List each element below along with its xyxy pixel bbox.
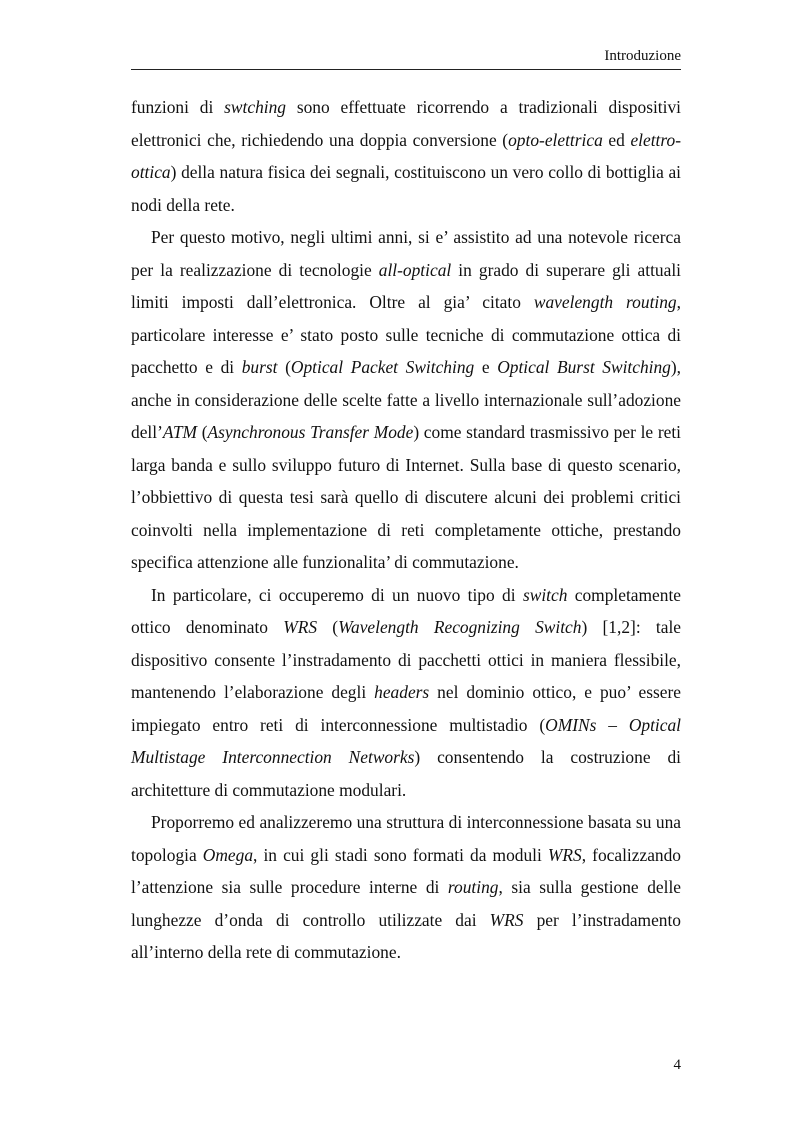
text-segment: funzioni di xyxy=(131,97,225,117)
text-segment: ) [1,2]: tale dispositivo consente l’instradamento di pacchetti ottici in maniera flessibile, mantenendo l’elaborazione degli xyxy=(131,617,682,702)
italic-term: WRS xyxy=(489,909,524,930)
italic-term: WRS xyxy=(283,617,318,637)
text-segment: ed xyxy=(602,129,631,150)
italic-term: Wavelength Recognizing Switch xyxy=(338,617,582,637)
text-segment: e xyxy=(474,357,498,377)
running-header xyxy=(131,47,681,70)
text-segment: ( xyxy=(277,357,291,377)
text-segment: ), anche in considerazione delle scelte fatte a livello internazionale sull’adozione dell’ xyxy=(131,357,682,442)
text-segment: ) della natura fisica dei segnali, costituiscono un vero collo di bottiglia ai nodi della rete. xyxy=(131,162,681,215)
header-title: Introduzione xyxy=(604,48,681,64)
italic-term: WRS xyxy=(547,844,582,865)
paragraph-4 xyxy=(131,806,681,969)
text-segment: nel dominio ottico, e puo’ essere impiegato entro reti di interconnessione multistadio ( xyxy=(131,682,681,735)
text-segment: completamente ottico denominato xyxy=(131,584,681,637)
italic-term: OMINs – Optical Multistage Interconnection Networks xyxy=(131,714,681,767)
italic-term: all-optical xyxy=(378,259,452,280)
italic-term: swtching xyxy=(224,97,286,117)
text-segment: , sia sulla gestione delle lunghezze d’onda di controllo utilizzate dai xyxy=(131,877,681,930)
italic-term: elettro-ottica xyxy=(131,129,681,182)
italic-term: Asynchronous Transfer Mode xyxy=(207,422,414,442)
paragraph-3 xyxy=(131,579,681,807)
text-segment: , in cui gli stadi sono formati da moduli xyxy=(253,844,548,865)
page-number: 4 xyxy=(673,1057,681,1073)
italic-term: Optical Burst Switching xyxy=(497,357,671,377)
italic-term: burst xyxy=(241,357,278,377)
paragraph-1 xyxy=(131,91,681,221)
text-segment: Proporremo ed analizzeremo una struttura di interconnessione basata su una topologia xyxy=(131,812,681,865)
body-text xyxy=(131,91,681,969)
text-segment: sono effettuate ricorrendo a tradizionali dispositivi elettronici che, richiedendo una doppia conversione ( xyxy=(131,97,681,150)
text-segment: , particolare interesse e’ stato posto sulle tecniche di commutazione ottica di pacchetto e di xyxy=(131,292,681,377)
text-segment: Per questo motivo, negli ultimi anni, si e’ assistito ad una notevole ricerca per la realizzazione di tecnologie xyxy=(131,227,681,280)
text-segment: ( xyxy=(317,617,339,637)
text-segment: in grado di superare gli attuali limiti imposti dall’elettronica. Oltre al gia’ citato xyxy=(131,259,681,312)
text-segment: In particolare, ci occuperemo di un nuovo tipo di xyxy=(151,584,523,605)
text-segment: ) consentendo la costruzione di architetture di commutazione modulari. xyxy=(131,747,681,800)
italic-term: headers xyxy=(374,682,430,702)
text-segment: per l’instradamento all’interno della rete di commutazione. xyxy=(131,909,682,962)
italic-term: ATM xyxy=(162,422,198,442)
italic-term: routing xyxy=(447,877,499,897)
italic-term: Omega xyxy=(202,844,254,865)
paragraph-2 xyxy=(131,221,681,579)
text-segment: ) come standard trasmissivo per le reti larga banda e sullo sviluppo futuro di Internet. Sulla base di questo scenario, l’obbiettivo di questa tesi sarà quello di discutere alcuni dei problemi critici coinvolti nella implementazione di reti completamente ottiche, prestando specifica attenzione alle funzionalita’ di commutazione. xyxy=(131,422,681,572)
text-segment: ( xyxy=(197,422,208,442)
italic-term: Optical Packet Switching xyxy=(290,357,475,377)
italic-term: opto-elettrica xyxy=(508,129,603,150)
italic-term: wavelength routing xyxy=(533,292,677,312)
italic-term: switch xyxy=(522,584,568,605)
text-segment: , focalizzando l’attenzione sia sulle procedure interne di xyxy=(131,844,682,897)
